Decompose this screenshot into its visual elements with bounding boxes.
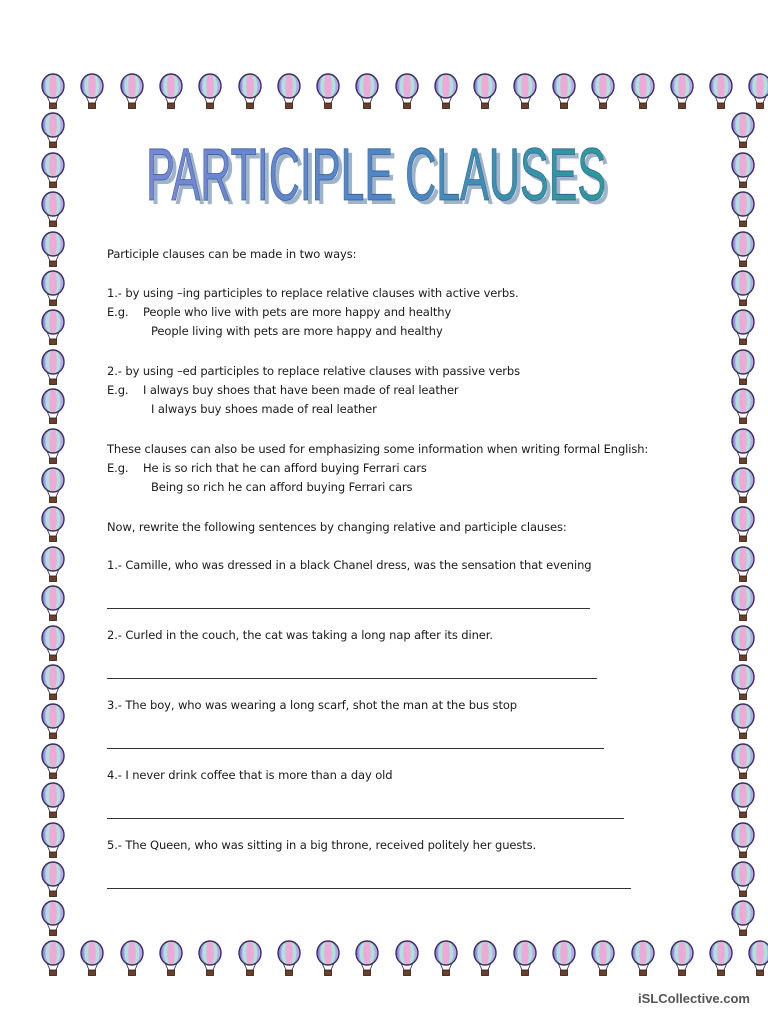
- exercise-5: 5.- The Queen, who was sitting in a big throne, received politely her guests.: [107, 838, 537, 852]
- title-text: PARTICIPLE CLAUSES: [146, 133, 606, 216]
- balloon-icon: [40, 585, 66, 623]
- balloon-icon: [730, 428, 756, 466]
- balloon-icon: [730, 861, 756, 899]
- exercise-3: 3.- The boy, who was wearing a long scarf, shot the man at the bus stop: [107, 698, 517, 712]
- balloon-icon: [730, 703, 756, 741]
- balloon-icon: [730, 625, 756, 663]
- balloon-icon: [394, 940, 420, 978]
- balloon-icon: [551, 73, 577, 111]
- balloon-icon: [730, 309, 756, 347]
- balloon-icon: [40, 152, 66, 190]
- balloon-icon: [730, 388, 756, 426]
- balloon-icon: [276, 73, 302, 111]
- instruction-text: Now, rewrite the following sentences by changing relative and participle clauses:: [107, 520, 567, 534]
- balloon-icon: [730, 231, 756, 269]
- example-sentence: I always buy shoes that have been made of real leather: [143, 383, 459, 397]
- balloon-icon: [40, 349, 66, 387]
- balloon-icon: [158, 940, 184, 978]
- rule-2-text: 2.- by using –ed participles to replace relative clauses with passive verbs: [107, 364, 521, 378]
- balloon-icon: [730, 270, 756, 308]
- balloon-icon: [730, 506, 756, 544]
- balloon-icon: [630, 940, 656, 978]
- balloon-icon: [119, 73, 145, 111]
- example-sentence: He is so rich that he can afford buying Ferrari cars: [143, 461, 427, 475]
- balloon-icon: [40, 625, 66, 663]
- balloon-icon: [730, 349, 756, 387]
- balloon-icon: [730, 467, 756, 505]
- balloon-icon: [747, 73, 768, 111]
- balloon-icon: [708, 73, 734, 111]
- rule-3-example-2: [107, 478, 412, 498]
- eg-label: E.g.: [107, 461, 129, 475]
- balloon-icon: [730, 743, 756, 781]
- rule-1-example-2: [107, 322, 443, 342]
- balloon-icon: [40, 664, 66, 702]
- title-wordart: [146, 128, 622, 228]
- example-sentence: I always buy shoes made of real leather: [151, 402, 377, 416]
- example-sentence: People living with pets are more happy and healthy: [151, 324, 443, 338]
- balloon-icon: [79, 73, 105, 111]
- example-sentence: People who live with pets are more happy and healthy: [143, 305, 452, 319]
- balloon-icon: [512, 940, 538, 978]
- rule-1-example-1: [107, 303, 451, 323]
- balloon-icon: [40, 782, 66, 820]
- balloon-icon: [40, 191, 66, 229]
- exercise-2: 2.- Curled in the couch, the cat was taking a long nap after its diner.: [107, 628, 493, 642]
- balloon-icon: [40, 743, 66, 781]
- balloon-icon: [708, 940, 734, 978]
- answer-line-5[interactable]: [107, 888, 631, 889]
- title-shadow: PARTICIPLE CLAUSES: [150, 137, 610, 220]
- eg-label: E.g.: [107, 383, 129, 397]
- balloon-icon: [433, 940, 459, 978]
- balloon-icon: [40, 73, 66, 111]
- balloon-icon: [276, 940, 302, 978]
- balloon-icon: [40, 467, 66, 505]
- balloon-icon: [315, 73, 341, 111]
- balloon-icon: [472, 940, 498, 978]
- balloon-icon: [730, 782, 756, 820]
- rule-1-text: 1.- by using –ing participles to replace relative clauses with active verbs.: [107, 286, 519, 300]
- rule-2-example-2: [107, 400, 377, 420]
- balloon-icon: [315, 940, 341, 978]
- balloon-icon: [40, 428, 66, 466]
- balloon-icon: [472, 73, 498, 111]
- balloon-icon: [354, 73, 380, 111]
- balloon-icon: [730, 152, 756, 190]
- intro-text: Participle clauses can be made in two ways:: [107, 247, 357, 261]
- exercise-4: 4.- I never drink coffee that is more than a day old: [107, 768, 393, 782]
- balloon-icon: [40, 861, 66, 899]
- balloon-icon: [669, 940, 695, 978]
- balloon-icon: [512, 73, 538, 111]
- answer-line-3[interactable]: [107, 748, 604, 749]
- balloon-icon: [551, 940, 577, 978]
- balloon-icon: [40, 270, 66, 308]
- balloon-icon: [433, 73, 459, 111]
- answer-line-1[interactable]: [107, 608, 590, 609]
- balloon-icon: [354, 940, 380, 978]
- balloon-icon: [730, 112, 756, 150]
- balloon-icon: [40, 703, 66, 741]
- exercise-1: 1.- Camille, who was dressed in a black Chanel dress, was the sensation that evening: [107, 558, 592, 572]
- example-sentence: Being so rich he can afford buying Ferrari cars: [151, 480, 413, 494]
- balloon-icon: [40, 940, 66, 978]
- watermark: iSLCollective.com: [638, 991, 750, 1006]
- rule-3-text: These clauses can also be used for emphasizing some information when writing formal English:: [107, 442, 649, 456]
- balloon-icon: [79, 940, 105, 978]
- balloon-icon: [730, 664, 756, 702]
- balloon-icon: [730, 585, 756, 623]
- balloon-icon: [730, 191, 756, 229]
- balloon-icon: [730, 822, 756, 860]
- balloon-icon: [40, 506, 66, 544]
- balloon-icon: [40, 822, 66, 860]
- balloon-icon: [40, 112, 66, 150]
- balloon-icon: [630, 73, 656, 111]
- balloon-icon: [669, 73, 695, 111]
- balloon-icon: [158, 73, 184, 111]
- rule-3-example-1: [107, 459, 427, 479]
- page-title: [146, 128, 622, 228]
- balloon-icon: [237, 940, 263, 978]
- answer-line-2[interactable]: [107, 678, 597, 679]
- balloon-icon: [730, 546, 756, 584]
- balloon-icon: [237, 73, 263, 111]
- balloon-icon: [40, 546, 66, 584]
- answer-line-4[interactable]: [107, 818, 624, 819]
- balloon-icon: [730, 900, 756, 938]
- balloon-icon: [40, 231, 66, 269]
- balloon-icon: [40, 388, 66, 426]
- balloon-icon: [590, 73, 616, 111]
- balloon-icon: [119, 940, 145, 978]
- eg-label: E.g.: [107, 305, 129, 319]
- balloon-icon: [197, 73, 223, 111]
- balloon-icon: [747, 940, 768, 978]
- balloon-icon: [40, 309, 66, 347]
- balloon-icon: [590, 940, 616, 978]
- rule-2-example-1: [107, 381, 459, 401]
- balloon-icon: [40, 900, 66, 938]
- balloon-icon: [197, 940, 223, 978]
- balloon-icon: [394, 73, 420, 111]
